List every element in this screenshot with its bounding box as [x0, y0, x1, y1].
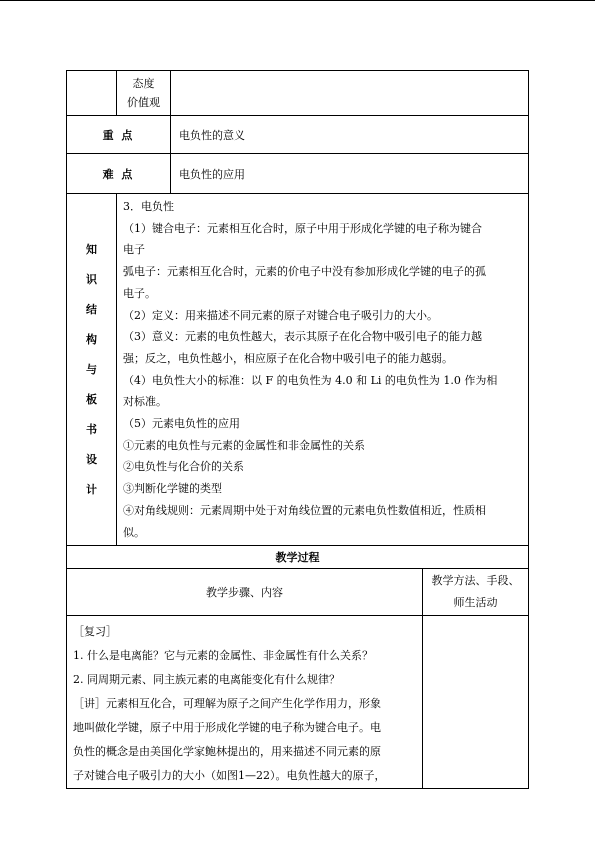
- knowledge-label-char: 构: [86, 332, 97, 346]
- knowledge-line: ④对角线规则：元素周期中处于对角线位置的元素电负性数值相近，性质相: [123, 503, 486, 517]
- attitude-label: [117, 71, 171, 116]
- knowledge-label-char: 知: [86, 242, 97, 256]
- knowledge-label-char: 板: [86, 392, 97, 406]
- attitude-label-line2: 价值观: [127, 96, 160, 109]
- review-content: [67, 616, 423, 789]
- key-point-text: 电负性的意义: [171, 116, 529, 154]
- method-header-line2: 师生活动: [453, 596, 498, 610]
- lesson-plan-table: [66, 70, 529, 789]
- knowledge-label-char: 书: [86, 422, 97, 436]
- knowledge-line: 强；反之，电负性越小，相应原子在化合物中吸引电子的能力越弱。: [123, 351, 453, 365]
- review-line: 2. 同周期元素、同主族元素的电离能变化有什么规律？: [73, 673, 340, 687]
- knowledge-label-char: 识: [86, 272, 97, 286]
- knowledge-line: 对标准。: [123, 395, 167, 409]
- attitude-blank-cell: [67, 71, 117, 116]
- knowledge-line: （3）意义：元素的电负性越大，表示其原子在化合物中吸引电子的能力越: [123, 330, 482, 344]
- knowledge-line: （1）键合电子：元素相互化合时，原子中用于形成化学键的电子称为键合: [123, 221, 482, 235]
- knowledge-line: 似。: [123, 525, 145, 539]
- knowledge-line: （4）电负性大小的标准：以 F 的电负性为 4.0 和 Li 的电负性为 1.0 作为相: [123, 373, 498, 387]
- method-content: [423, 616, 529, 789]
- process-header-row: [67, 569, 529, 616]
- process-title-row: [67, 546, 529, 569]
- knowledge-line: ①元素的电负性与元素的金属性和非金属性的关系: [123, 438, 365, 452]
- review-line: 子对键合电子吸引力的大小（如图1—22）。电负性越大的原子，: [73, 769, 386, 783]
- knowledge-label-char: 设: [86, 452, 97, 466]
- header-rule: [0, 0, 595, 1]
- process-content-row: [67, 616, 529, 789]
- knowledge-line: 电子。: [123, 286, 156, 300]
- knowledge-structure-label: [67, 194, 117, 546]
- difficult-point-text: 电负性的应用: [171, 154, 529, 194]
- process-title: 教学过程: [67, 546, 529, 569]
- steps-header: 教学步骤、内容: [67, 569, 423, 616]
- difficult-point-row: [67, 154, 529, 194]
- review-line: 1. 什么是电离能？它与元素的金属性、非金属性有什么关系？: [73, 649, 373, 663]
- review-line: 地叫做化学键，原子中用于形成化学键的电子称为键合电子。电: [73, 721, 381, 735]
- key-point-row: [67, 116, 529, 154]
- method-header-line1: 教学方法、手段、: [431, 574, 520, 588]
- key-point-label: 重 点: [67, 116, 171, 154]
- method-header: [423, 569, 529, 616]
- attitude-row: [67, 71, 529, 116]
- knowledge-label-char: 结: [86, 302, 97, 316]
- review-line: ［讲］元素相互化合，可理解为原子之间产生化学作用力，形象: [73, 697, 381, 711]
- review-line: ［复习］: [73, 625, 117, 639]
- knowledge-structure-content: [117, 194, 529, 546]
- knowledge-line: （2）定义：用来描述不同元素的原子对键合电子吸引力的大小。: [123, 308, 438, 322]
- knowledge-line: （5）元素电负性的应用: [123, 417, 240, 431]
- knowledge-line: 弧电子：元素相互化合时，元素的价电子中没有参加形成化学键的电子的孤: [123, 265, 486, 279]
- attitude-content: [171, 71, 529, 116]
- knowledge-label-char: 计: [86, 482, 97, 496]
- knowledge-line: ③判断化学键的类型: [123, 482, 222, 496]
- difficult-point-label: 难 点: [67, 154, 171, 194]
- knowledge-row: [67, 194, 529, 546]
- attitude-label-line1: 态度: [132, 77, 155, 90]
- knowledge-line: ②电负性与化合价的关系: [123, 460, 244, 474]
- review-line: 负性的概念是由美国化学家鲍林提出的，用来描述不同元素的原: [73, 745, 381, 759]
- knowledge-label-char: 与: [86, 362, 97, 376]
- knowledge-line: 3．电负性: [123, 200, 174, 213]
- knowledge-line: 电子: [123, 243, 145, 257]
